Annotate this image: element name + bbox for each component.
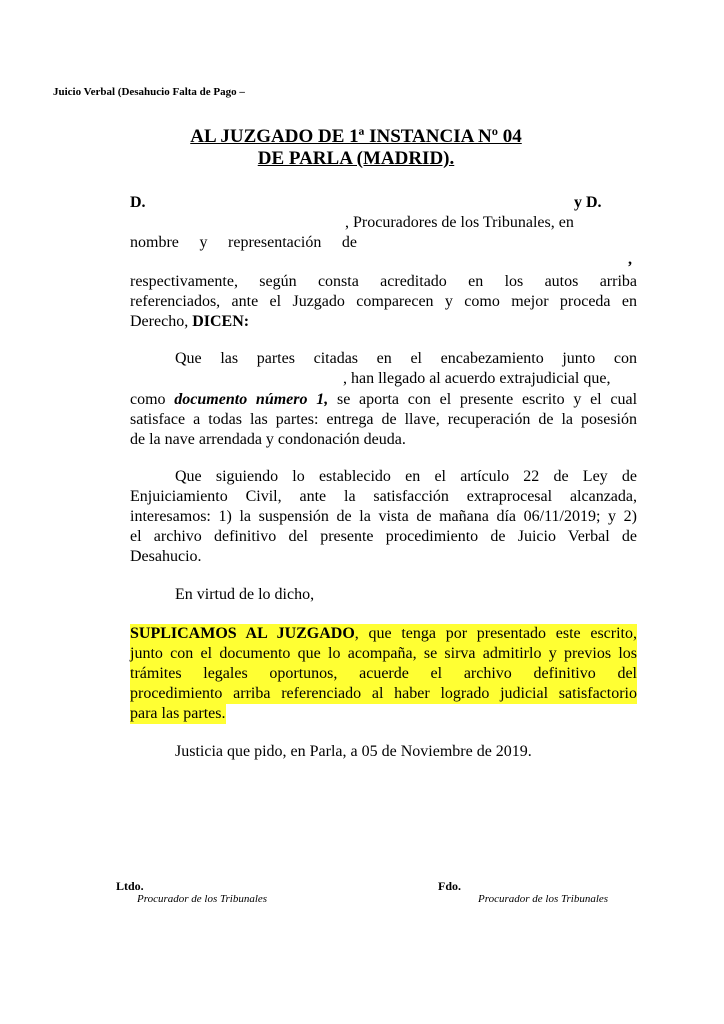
closing-statement: Justicia que pido, en Parla, a 05 de Noviembre de 2019.: [175, 743, 532, 760]
suplica-line-3: trámites legales oportunos, acuerde el archivo definitivo del: [130, 665, 637, 682]
procuradores-text: , Procuradores de los Tribunales, en: [345, 214, 574, 231]
case-type-header: Juicio Verbal (Desahucio Falta de Pago –: [53, 86, 245, 98]
suplica-line-1: [130, 624, 637, 644]
intro-line-5: referenciados, ante el Juzgado comparecen y como mejor proceda en: [130, 293, 637, 310]
p1-line-2: , han llegado al acuerdo extrajudicial que,: [343, 370, 611, 387]
p1-line-5: de la nave arrendada y condonación deuda.: [130, 431, 406, 448]
signature-right-role: Procurador de los Tribunales: [478, 893, 609, 905]
intro-derecho: Derecho,: [130, 313, 193, 330]
p1-line-3: [130, 390, 637, 410]
signature-left-role: Procurador de los Tribunales: [137, 893, 268, 905]
dicen-label: DICEN:: [192, 313, 250, 330]
intro-line-4: respectivamente, según consta acreditado en los autos arriba: [130, 273, 637, 290]
suplica-l1-rest: , que tenga por presentado este escrito,: [354, 625, 637, 642]
p1-line-1: Que las partes citadas en el encabezamiento junto con: [175, 350, 637, 367]
paragraph-3: En virtud de lo dicho,: [175, 586, 315, 603]
suplica-line-5: para las partes.: [130, 705, 226, 722]
p1-como: como: [130, 391, 175, 408]
intro-line-6: [130, 312, 249, 332]
p2-line-5: Desahucio.: [130, 548, 202, 565]
suplica-line-4: procedimiento arriba referenciado al haber logrado judicial satisfactorio: [130, 685, 637, 702]
suplica-line-2: junto con el documento que lo acompaña, se sirva admitirlo y previos los: [130, 645, 637, 662]
d-label-2: y D.: [574, 194, 602, 211]
court-title-line2: DE PARLA (MADRID).: [257, 148, 455, 169]
p2-line-1: Que siguiendo lo establecido en el artículo 22 de Ley de: [175, 468, 637, 485]
p2-line-4: el archivo definitivo del presente procedimiento de Juicio Verbal de: [130, 528, 637, 545]
p2-line-3: interesamos: 1) la suspensión de la vista de mañana día 06/11/2019; y 2): [130, 508, 637, 525]
d-label-1: D.: [130, 194, 146, 211]
nombre-text: nombre y representación de: [130, 234, 357, 251]
intro-comma: ,: [628, 251, 632, 268]
court-title-line1: AL JUZGADO DE 1ª INSTANCIA Nº 04: [190, 126, 522, 147]
signature-right-label: Fdo.: [438, 879, 462, 893]
p2-line-2: Enjuiciamiento Civil, ante la satisfacción extraprocesal alcanzada,: [130, 488, 637, 505]
p1-line-4: satisface a todas las partes: entrega de llave, recuperación de la posesión: [130, 411, 637, 428]
suplicamos-label: SUPLICAMOS AL JUZGADO: [130, 625, 355, 642]
p1-aporta: se aporta con el presente escrito y el cual: [328, 391, 638, 408]
signature-left-label: Ltdo.: [116, 879, 144, 893]
documento-numero-1: documento número 1,: [174, 391, 329, 408]
